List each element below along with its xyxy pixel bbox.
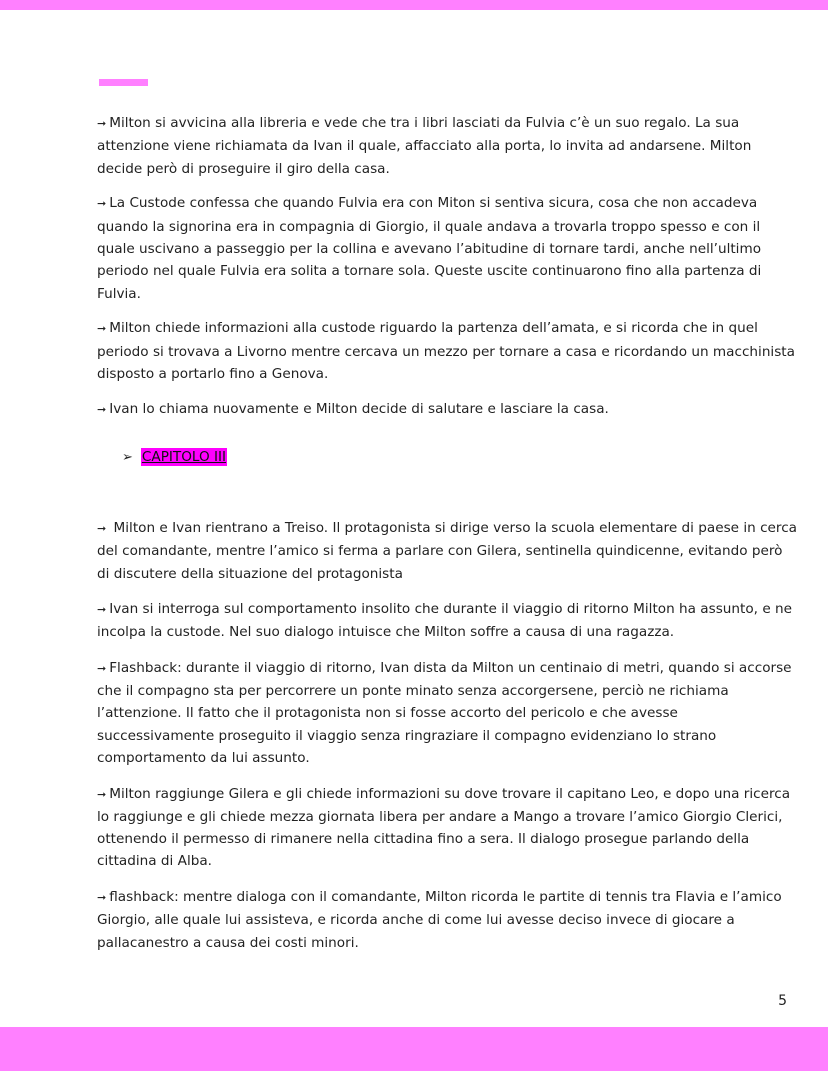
bullet-arrow-icon: ➞ [97,603,107,617]
summary-paragraph: ➞ Milton si avvicina alla libreria e vede che tra i libri lasciati da Fulvia c’è un suo regalo. La sua attenzione viene richiamata da Ivan il quale, affacciato alla porta, lo invita ad andarsene. Milton decide però di proseguire il giro della casa. [97,115,752,177]
summary-paragraph: ➞ La Custode confessa che quando Fulvia era con Miton si sentiva sicura, cosa che non accadeva quando la signorina era in compagnia di Giorgio, il quale andava a trovarla troppo spesso e con il quale uscivano a passeggio per la collina e avevano l’abitudine di tornare tardi, anche nell’ultimo periodo nel quale Fulvia era solita a tornare sola. Queste uscite continuarono fino alla partenza di Fulvia. [97,195,762,302]
bullet-arrow-icon: ➞ [97,117,107,130]
summary-paragraph: ➞ Flashback: durante il viaggio di ritorno, Ivan dista da Milton un centinaio di metri, quando si accorse che il compagno sta per percorrere un ponte minato senza accorgersene, perciò ne richiama l’attenzione. Il fatto che il protagonista non si fosse accorto del pericolo e che avesse successivamente proseguito il viaggio senza ringraziare il compagno evidenziano lo strano comportamento da lui assunto. [97,659,792,767]
bullet-arrow-icon: ➞ [97,322,107,336]
summary-section-bottom [97,517,797,967]
summary-paragraph: ➞ Milton raggiunge Gilera e gli chiede informazioni su dove trovare il capitano Leo, e dopo una ricerca lo raggiunge e gli chiede mezza giornata libera per andare a Mango a trovare l’amico Giorgio Clerici, ottenendo il permesso di rimanere nella cittadina fino a sera. Il dialogo prosegue parlando della cittadina di Alba. [97,785,791,870]
bullet-arrow-icon: ➞ [97,787,107,801]
summary-paragraph: ➞ Ivan lo chiama nuovamente e Milton decide di salutare e lasciare la casa. [97,400,609,417]
summary-paragraph: ➞ Milton chiede informazioni alla custode riguardo la partenza dell’amata, e si ricorda che in quel periodo si trovava a Livorno mentre cercava un mezzo per tornare a casa e ricordando un macchinista disposto a portarlo fino a Genova. [97,320,795,382]
bullet-arrow-icon: ➞ [97,890,107,904]
bottom-accent-bar [0,1027,828,1071]
summary-paragraph: ➞ Milton e Ivan rientrano a Treiso. Il protagonista si dirige verso la scuola elementare di paese in cerca del comandante, mentre l’amico si ferma a parlare con Gilera, sentinella quindicenne, evitando però di discutere della situazione del protagonista [97,520,797,582]
bullet-arrow-icon: ➞ [97,402,107,416]
accent-dash [99,79,148,86]
top-accent-bar [0,0,828,10]
chapter-title-link[interactable]: CAPITOLO III [141,449,227,465]
summary-paragraph: ➞ Ivan si interroga sul comportamento insolito che durante il viaggio di ritorno Milton ha assunto, e ne incolpa la custode. Nel suo dialogo intuisce che Milton soffre a causa di una ragazza. [97,601,792,641]
chapter-arrow-icon: ➢ [122,450,133,465]
bullet-arrow-icon: ➞ [97,522,107,535]
summary-paragraph: ➞ flashback: mentre dialoga con il comandante, Milton ricorda le partite di tennis tra Flavia e l’amico Giorgio, alle quale lui assisteva, e ricorda anche di come lui avesse deciso invece di giocare a pallacanestro a causa dei costi minori. [97,888,782,951]
chapter-heading [122,446,227,469]
bullet-arrow-icon: ➞ [97,661,107,675]
page-number: 5 [778,993,787,1009]
summary-section-top [97,112,797,434]
bullet-arrow-icon: ➞ [97,197,107,211]
